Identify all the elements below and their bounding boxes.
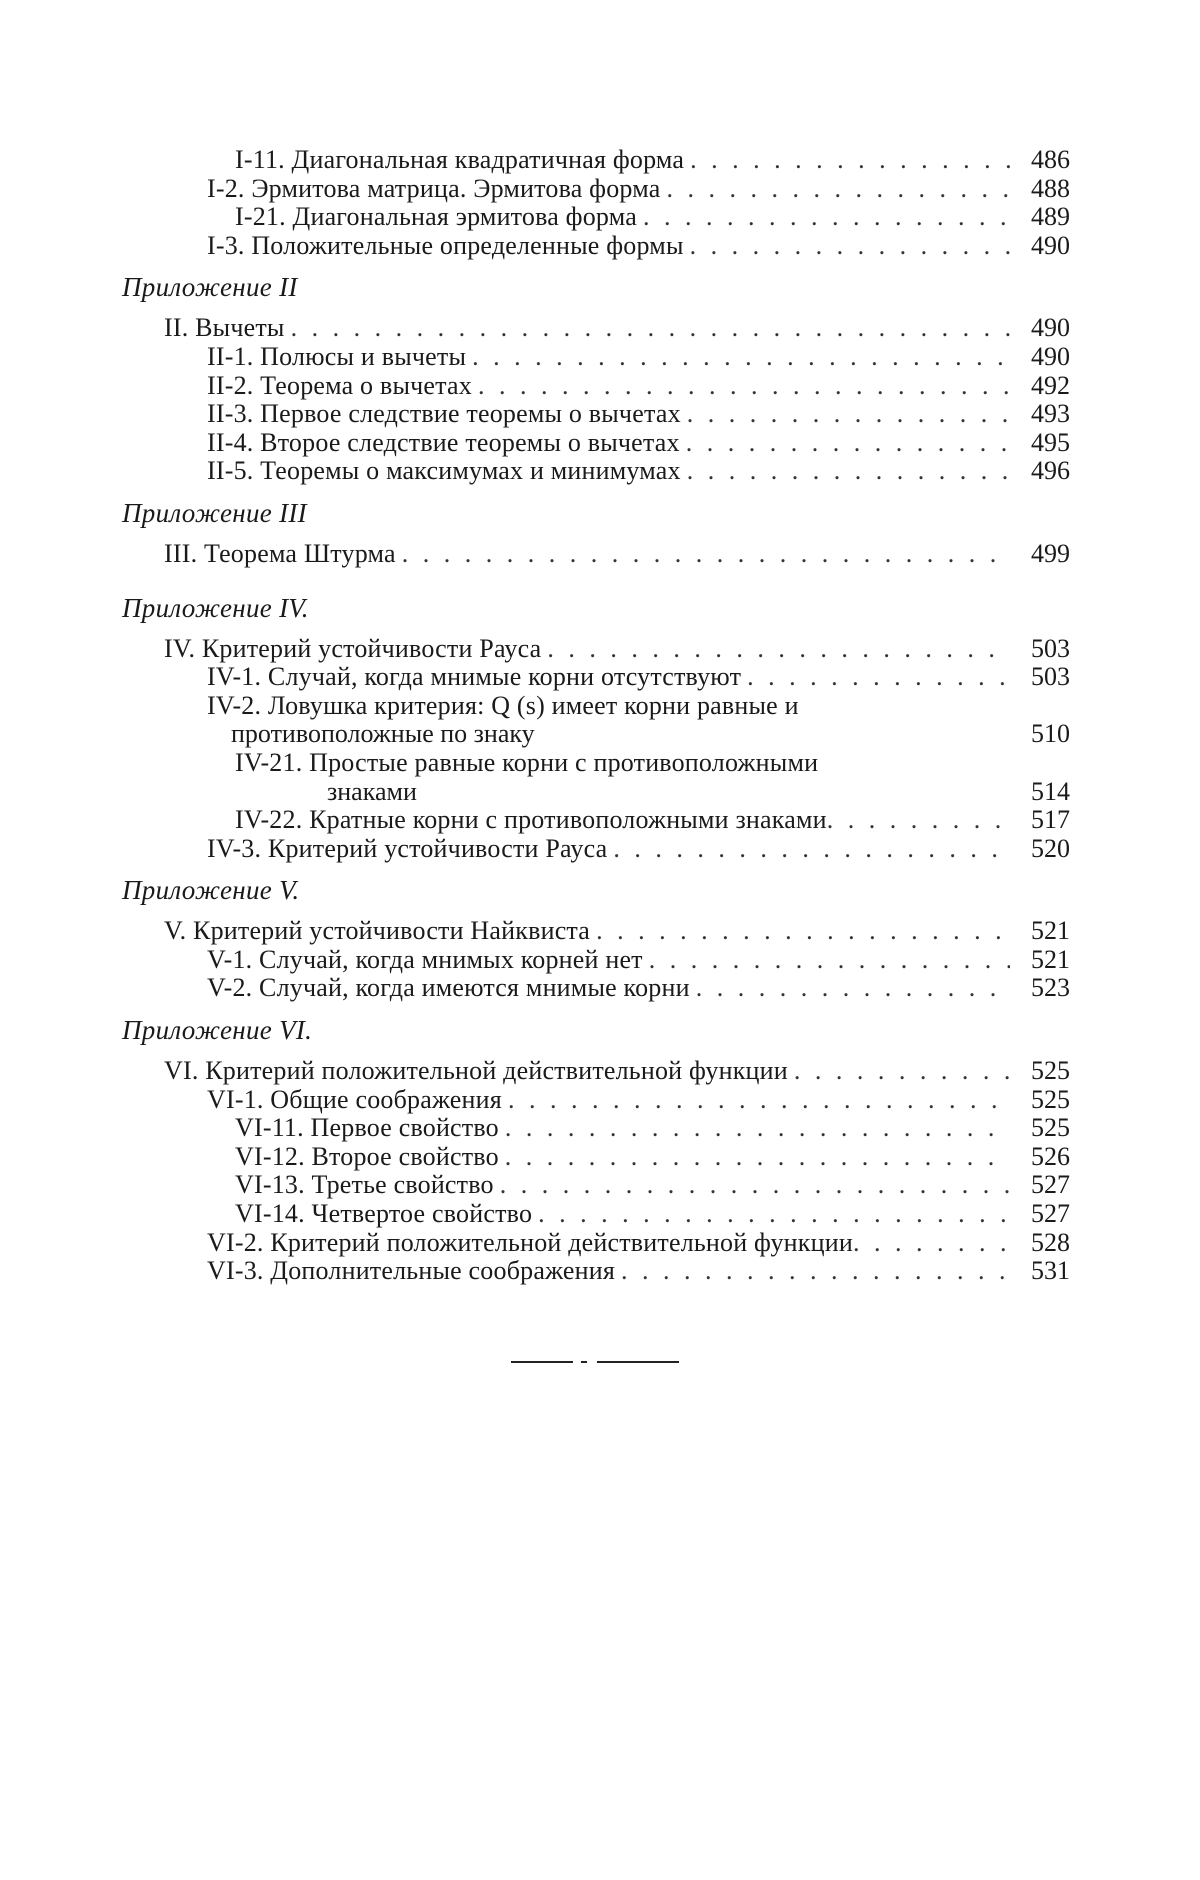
toc-entry-label: V. Критерий устойчивости Найквиста	[164, 916, 591, 946]
toc-entry-label: I-2. Эрмитова матрица. Эрмитова форма	[207, 173, 661, 203]
dot-leader	[291, 314, 1010, 343]
toc-entry-label: II-3. Первое следствие теоремы о вычетах	[207, 399, 681, 429]
appendix-5	[122, 875, 1070, 1003]
toc-entry	[122, 635, 1070, 664]
end-of-section-rule	[511, 1361, 679, 1365]
dot-leader	[827, 806, 1016, 835]
toc-entry-label: II-5. Теоремы о максимумах и минимумах	[207, 456, 681, 486]
toc-entry-label: VI-3. Дополнительные соображения	[207, 1256, 616, 1286]
toc-entry-page: 525	[1031, 1113, 1070, 1143]
toc-entry-label-line2: противоположные по знаку	[231, 719, 535, 749]
toc-entry-page: 495	[1031, 427, 1070, 457]
toc-entry-label-line1: IV-21. Простые равные корни с противоположными	[235, 747, 819, 777]
toc-entry	[122, 835, 1070, 864]
toc-entry	[122, 1057, 1070, 1086]
toc-entry-label: III. Теорема Штурма	[164, 538, 396, 568]
dot-leader	[505, 1114, 1010, 1143]
dot-leader	[696, 974, 1010, 1003]
dot-leader	[690, 232, 1010, 261]
toc-entry-page: 528	[1031, 1227, 1070, 1257]
toc-entry-page: 503	[1031, 662, 1070, 692]
toc-entry	[122, 1086, 1070, 1115]
appendix-heading: Приложение V.	[122, 875, 300, 906]
toc-entry-label: VI-12. Второе свойство	[235, 1141, 499, 1171]
appendix-heading: Приложение VI.	[122, 1015, 313, 1046]
toc-entry-page: 490	[1031, 341, 1070, 371]
toc-entry-page: 503	[1031, 633, 1070, 663]
dot-leader	[596, 917, 1010, 946]
dot-leader	[500, 1171, 1010, 1200]
toc-entry-label: I-11. Диагональная квадратичная форма	[235, 145, 685, 174]
toc-entry-label: IV-22. Кратные корни с противоположными знаками	[235, 805, 827, 835]
toc-entry-label: II. Вычеты	[164, 313, 285, 343]
toc-entry-label: IV-3. Критерий устойчивости Рауса	[207, 833, 608, 863]
toc-entry	[122, 540, 1070, 569]
toc-entry-label: VI-11. Первое свойство	[235, 1113, 499, 1143]
toc-entry	[122, 917, 1070, 946]
toc-entry-page: 493	[1031, 399, 1070, 429]
toc-entry	[122, 1171, 1070, 1200]
toc-entry	[122, 1143, 1070, 1172]
dot-leader	[853, 1229, 1016, 1258]
toc-entry-page: 527	[1031, 1170, 1070, 1200]
toc-entry-label: I-21. Диагональная эрмитова форма	[235, 202, 637, 232]
dot-leader	[686, 429, 1010, 458]
toc-entry-page: 488	[1031, 173, 1070, 203]
rule-segment	[581, 1361, 587, 1363]
appendix-heading: Приложение IV.	[122, 592, 309, 623]
dot-leader	[690, 146, 1010, 175]
toc-entry-page: 490	[1031, 230, 1070, 260]
toc-entry	[122, 1229, 1070, 1258]
toc-entry-label: I-3. Положительные определенные формы	[207, 230, 684, 260]
toc-entry-label: VI-2. Критерий положительной действительной функции	[207, 1227, 853, 1257]
toc-entry	[122, 457, 1070, 486]
appendix-2	[122, 272, 1070, 486]
rule-segment	[597, 1361, 679, 1363]
dot-leader	[505, 1143, 1010, 1172]
appendix-6	[122, 1015, 1070, 1286]
dot-leader	[478, 372, 1010, 401]
toc-entry-page: 492	[1031, 370, 1070, 400]
appendix-1-continuation	[122, 146, 1070, 260]
toc-entry	[122, 1200, 1070, 1229]
toc-entry-label: IV-1. Случай, когда мнимые корни отсутствуют	[207, 662, 742, 692]
toc-entry-label-line2: знаками	[327, 776, 417, 806]
toc-entry	[122, 946, 1070, 975]
dot-leader	[687, 400, 1010, 429]
dot-leader	[643, 203, 1010, 232]
toc-entry	[122, 974, 1070, 1003]
toc-entry-continuation	[207, 720, 1070, 749]
toc-entry	[122, 372, 1070, 401]
toc-entry-label: VI-14. Четвертое свойство	[235, 1199, 533, 1229]
toc-entry-multiline	[122, 692, 1070, 749]
toc-entry	[122, 429, 1070, 458]
toc-entry-label: VI. Критерий положительной действительной функции	[164, 1056, 788, 1086]
toc-entry-page: 489	[1031, 202, 1070, 232]
toc-entry-page: 527	[1031, 1199, 1070, 1229]
toc-entry	[122, 146, 1070, 175]
toc-entry	[122, 314, 1070, 343]
toc-entry-page: 525	[1031, 1056, 1070, 1086]
toc-entry	[122, 663, 1070, 692]
rule-segment	[511, 1361, 573, 1363]
table-of-contents	[122, 146, 1070, 1286]
dot-leader	[621, 1257, 1010, 1286]
toc-entry	[122, 1257, 1070, 1286]
dot-leader	[508, 1086, 1010, 1115]
toc-entry-label: II-1. Полюсы и вычеты	[207, 341, 467, 371]
appendix-3	[122, 498, 1070, 569]
dot-leader	[613, 835, 1010, 864]
dot-leader	[687, 457, 1010, 486]
dot-leader	[666, 175, 1010, 204]
toc-entry-page: 514	[1031, 776, 1070, 806]
toc-entry-page: 525	[1031, 1084, 1070, 1114]
dot-leader	[794, 1057, 1010, 1086]
toc-entry-label: VI-1. Общие соображения	[207, 1084, 502, 1114]
toc-entry-page: 526	[1031, 1141, 1070, 1171]
dot-leader	[538, 1200, 1010, 1229]
toc-entry-page: 523	[1031, 973, 1070, 1003]
toc-entry	[122, 343, 1070, 372]
toc-entry-label-line1: IV-2. Ловушка критерия: Q (s) имеет корни равные и	[207, 690, 799, 720]
spacer	[122, 569, 1070, 581]
toc-entry	[122, 232, 1070, 261]
dot-leader	[547, 635, 1010, 664]
toc-entry-page: 521	[1031, 916, 1070, 946]
toc-entry-label: V-1. Случай, когда мнимых корней нет	[207, 944, 643, 974]
appendix-heading: Приложение II	[122, 272, 298, 303]
toc-entry-continuation	[235, 778, 1070, 807]
toc-entry	[122, 203, 1070, 232]
toc-entry-label: IV. Критерий устойчивости Рауса	[164, 633, 542, 663]
toc-entry-multiline	[122, 749, 1070, 806]
appendix-4	[122, 593, 1070, 864]
toc-entry-label: II-2. Теорема о вычетах	[207, 370, 472, 400]
toc-entry	[122, 806, 1070, 835]
dot-leader	[472, 343, 1010, 372]
toc-entry	[122, 175, 1070, 204]
toc-entry-label: II-4. Второе следствие теоремы о вычетах	[207, 427, 680, 457]
toc-entry-page: 496	[1031, 456, 1070, 486]
toc-entry-page: 499	[1031, 538, 1070, 568]
appendix-heading: Приложение III	[122, 497, 307, 528]
toc-entry-label: VI-13. Третье свойство	[235, 1170, 494, 1200]
toc-entry	[122, 1114, 1070, 1143]
dot-leader	[747, 663, 1010, 692]
toc-entry-page: 490	[1031, 313, 1070, 343]
toc-entry-page: 517	[1031, 805, 1070, 835]
toc-entry-page: 521	[1031, 944, 1070, 974]
dot-leader	[649, 946, 1010, 975]
toc-entry-page: 486	[1031, 145, 1070, 174]
toc-entry-page: 510	[1031, 719, 1070, 749]
toc-entry-page: 520	[1031, 833, 1070, 863]
toc-entry-label: V-2. Случай, когда имеются мнимые корни	[207, 973, 690, 1003]
dot-leader	[402, 540, 1010, 569]
toc-entry-page: 531	[1031, 1256, 1070, 1286]
toc-entry	[122, 400, 1070, 429]
